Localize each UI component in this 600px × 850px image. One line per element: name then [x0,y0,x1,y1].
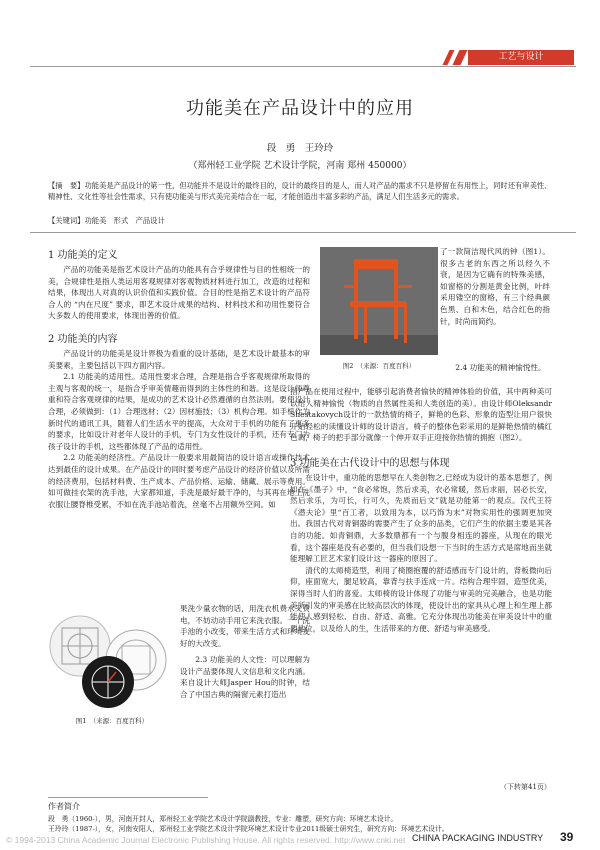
paragraph: 2.2 功能美的经济性。产品设计一般要求用最简洁的设计语言或操作技术达到最佳的设计成果。在产品设计的同时要考虑产品设计的经济价值以及所需的经济费用，包括材料费、生产成本、产品价格、运输、储藏、展示等费用。如可做挂衣架的洗手池，大家都知道，手洗是最好最干净的，与其再在地上洗衣服让腰脊椎受累，不如在洗手池站着洗，丝毫不占用额外空间。如 [48,453,310,509]
figure-1 [48,610,176,725]
journal-name: CHINA PACKAGING INDUSTRY [412,833,544,843]
section-heading: 2 功能美的内容 [48,333,118,345]
left-column [48,246,310,510]
paragraph: 产品的功能美是指艺术设计产品的功能具有合乎规律性与目的性相统一的美，合规律性是指人类运用客观规律对客观物质材料进行加工，改造的过程和结果，体现出人对真的认识价值和实践价值。合目的性是指艺术设计的产品符合人的 “内在尺度” 要求，即艺术设计成果的结构、材料技术和功用性要符合大多数人的使用要求，体现出善的价值。 [48,265,310,321]
authors: 段 勇 王玲玲 [266,143,334,154]
section-heading: 3 功能美在古代设计中的思想与体现 [290,457,450,469]
affiliation: （郑州轻工业学院 艺术设计学院，河南 郑州 450000） [188,161,412,171]
paragraph: 2.3 功能美的人文性：可以理解为设计产品要体现人文信息和文化内涵。来自设计大师Jasper Hou的时钟，结合了中国古典的隔窗元素打造出 [180,655,310,699]
section-tab [468,50,574,65]
right-column [290,386,552,634]
paragraph: 在设计中，重功能的思想早在人类创物之,已经成为设计的基本思想了，例如在《墨子》中，“食必常饱，然后求美，衣必常暖，然后求丽，居必长安，然后求乐，为可长，行可久，先质而后文”就是功能第一的观点。汉代王符《潜夫论》里“百工者，以致用为本，以巧饰为末”对物实用性的强调更加突出。我国古代对青铜器的需要产生了众多的品类，它们产生的依据主要是其各自的功能。如青铜鼎，大多数鼎都有一个与腹身相连的器座，从现在的眼光看，这个器座是没有必要的，但当我们设想一下当时的生活方式是席地而坐就能理解工匠艺术家们设计这一器座的原因了。 [290,472,552,564]
figure-caption: 图2 （来源：百度百科） [342,362,416,370]
keywords-text: 功能美 形式 产品设计 [84,216,165,225]
tab-stripe [453,50,468,65]
header-rule [30,66,576,67]
page-number: 39 [560,830,574,844]
abstract-label: 【摘 要】 [48,181,85,190]
paragraph: 产品设计的功能美是设计界极为看重的设计基础，是艺术设计最基本的审美要素，主要包括以下四方面内容。 [48,348,310,370]
bio-line: 王玲玲（1987-），女，河南安阳人，郑州轻工业学院艺术设计学院环境艺术设计专业2011级硕士研究生，研究方向：环境艺术设计。 [48,825,449,833]
clocks-image [48,610,176,710]
paragraph: 清代的太师椅造型，利用了椅圈抱覆的舒适感而专门设计的，背板微向后仰，座面宽大，腿足较高，靠背与扶手连成一片。结构合理牢固，造型优美，深得当时人们的喜爱。太师椅的设计体现了功能与审美的完美融合，也是功能美所引发的审美感在比较高层次的体现，使设计出的家具从心理上和生理上都能使人感到轻松、自由、舒适、高雅。它充分体现出功能美在审美设计中的重要地位，以及给人的生，生活带来的方便、舒适与审美感受。 [290,565,552,633]
divider [30,232,576,233]
section-heading: 1 功能美的定义 [48,250,118,261]
figure-2 [320,247,438,369]
section-tab-label: 工艺与设计 [498,52,544,62]
abstract [48,180,552,202]
keywords-label: 【关键词】 [48,216,85,225]
bio-heading: 作者简介 [48,802,80,811]
paragraph: 指产品在使用过程中，能够引起消费者愉快的精神体验的价值，其中两种美可以给人精神愉悦（物质的自然属性美和人类创造的美）。由设计师Oleksandr Shestakovych设计的一款热情的椅子，鲜艳的色彩、形象的造型让用户很快开始轻松的读懂设计师的设计语言。椅子的整体色彩采用的是鲜艳热情的橘红色调，椅子的把手部分就像一个伸开双手正迎接你热情的拥抱（图2）。 [290,387,552,443]
abstract-text: 功能美是产品设计的第一性，但功能并不是设计的最终目的，设计的最终目的是人，而人对产品的需求不只是停留在有用性上，同时还有审美性、精神性、文化性等社会性需求，只有使功能美与形式美完美结合在一起，才能创造出丰富多彩的产品，满足人们生活多元的需求。 [48,181,552,201]
footnote-rule [48,797,208,798]
chair-image [320,247,438,355]
continued-note: （下转第41页） [500,783,551,791]
keywords [48,216,552,226]
paragraph: 了一款简洁现代风的钟（图1）。很多古老的东西之所以经久不衰，是因为它确有的特殊美感，如窗格的分割是黄金比例，叶绊采用镂空的窗格，有三个经典颜色黑、白和木色，结合红色的指针，时尚而简约。 [440,247,550,326]
figure-caption: 图1 （来源：百度百科） [75,717,149,725]
paragraph: 果洗少量衣物的话，用洗衣机费水又费电，不妨动动手用它来洗衣服。一个洗手池的小改变，带来生活方式和环境友好的大改变。 [180,604,310,648]
article-title: 功能美在产品设计中的应用 [186,98,414,119]
paragraph: 2.1 功能美的适用性。适用性要求合理，合理是指合乎客观规律所取得的主观与客观的统一，是指合乎审美情趣而得到的主体性的和谐。这是设计师尊重和符合客观规律的结果，是成功的艺术设计必然遵循的自然法则。要使设计合理，必须做到：（1）合理选材；（2）因材施技；（3）机构合理。如手机作为新时代的通讯工具，随着人们生活水平的提高，大众对于手机的功能有了更多的要求，比如设计对老年人设计的手机，专门为女性设计的手机，还有专门为孩子设计的手机，这些都体现了产品的适用性。 [48,372,310,451]
bio-line: 段 勇（1960-），男，河南开封人，郑州轻工业学院艺术设计学院副教授，专业：雕塑，研究方向：环境艺术设计。 [48,815,398,823]
copyright: © 1994-2013 China Academic Journal Electronic Publishing House. All rights reserved. http://www.cnki.net [6,835,406,845]
paragraph: 2.4 功能美的精神愉悦性。 [455,363,546,372]
